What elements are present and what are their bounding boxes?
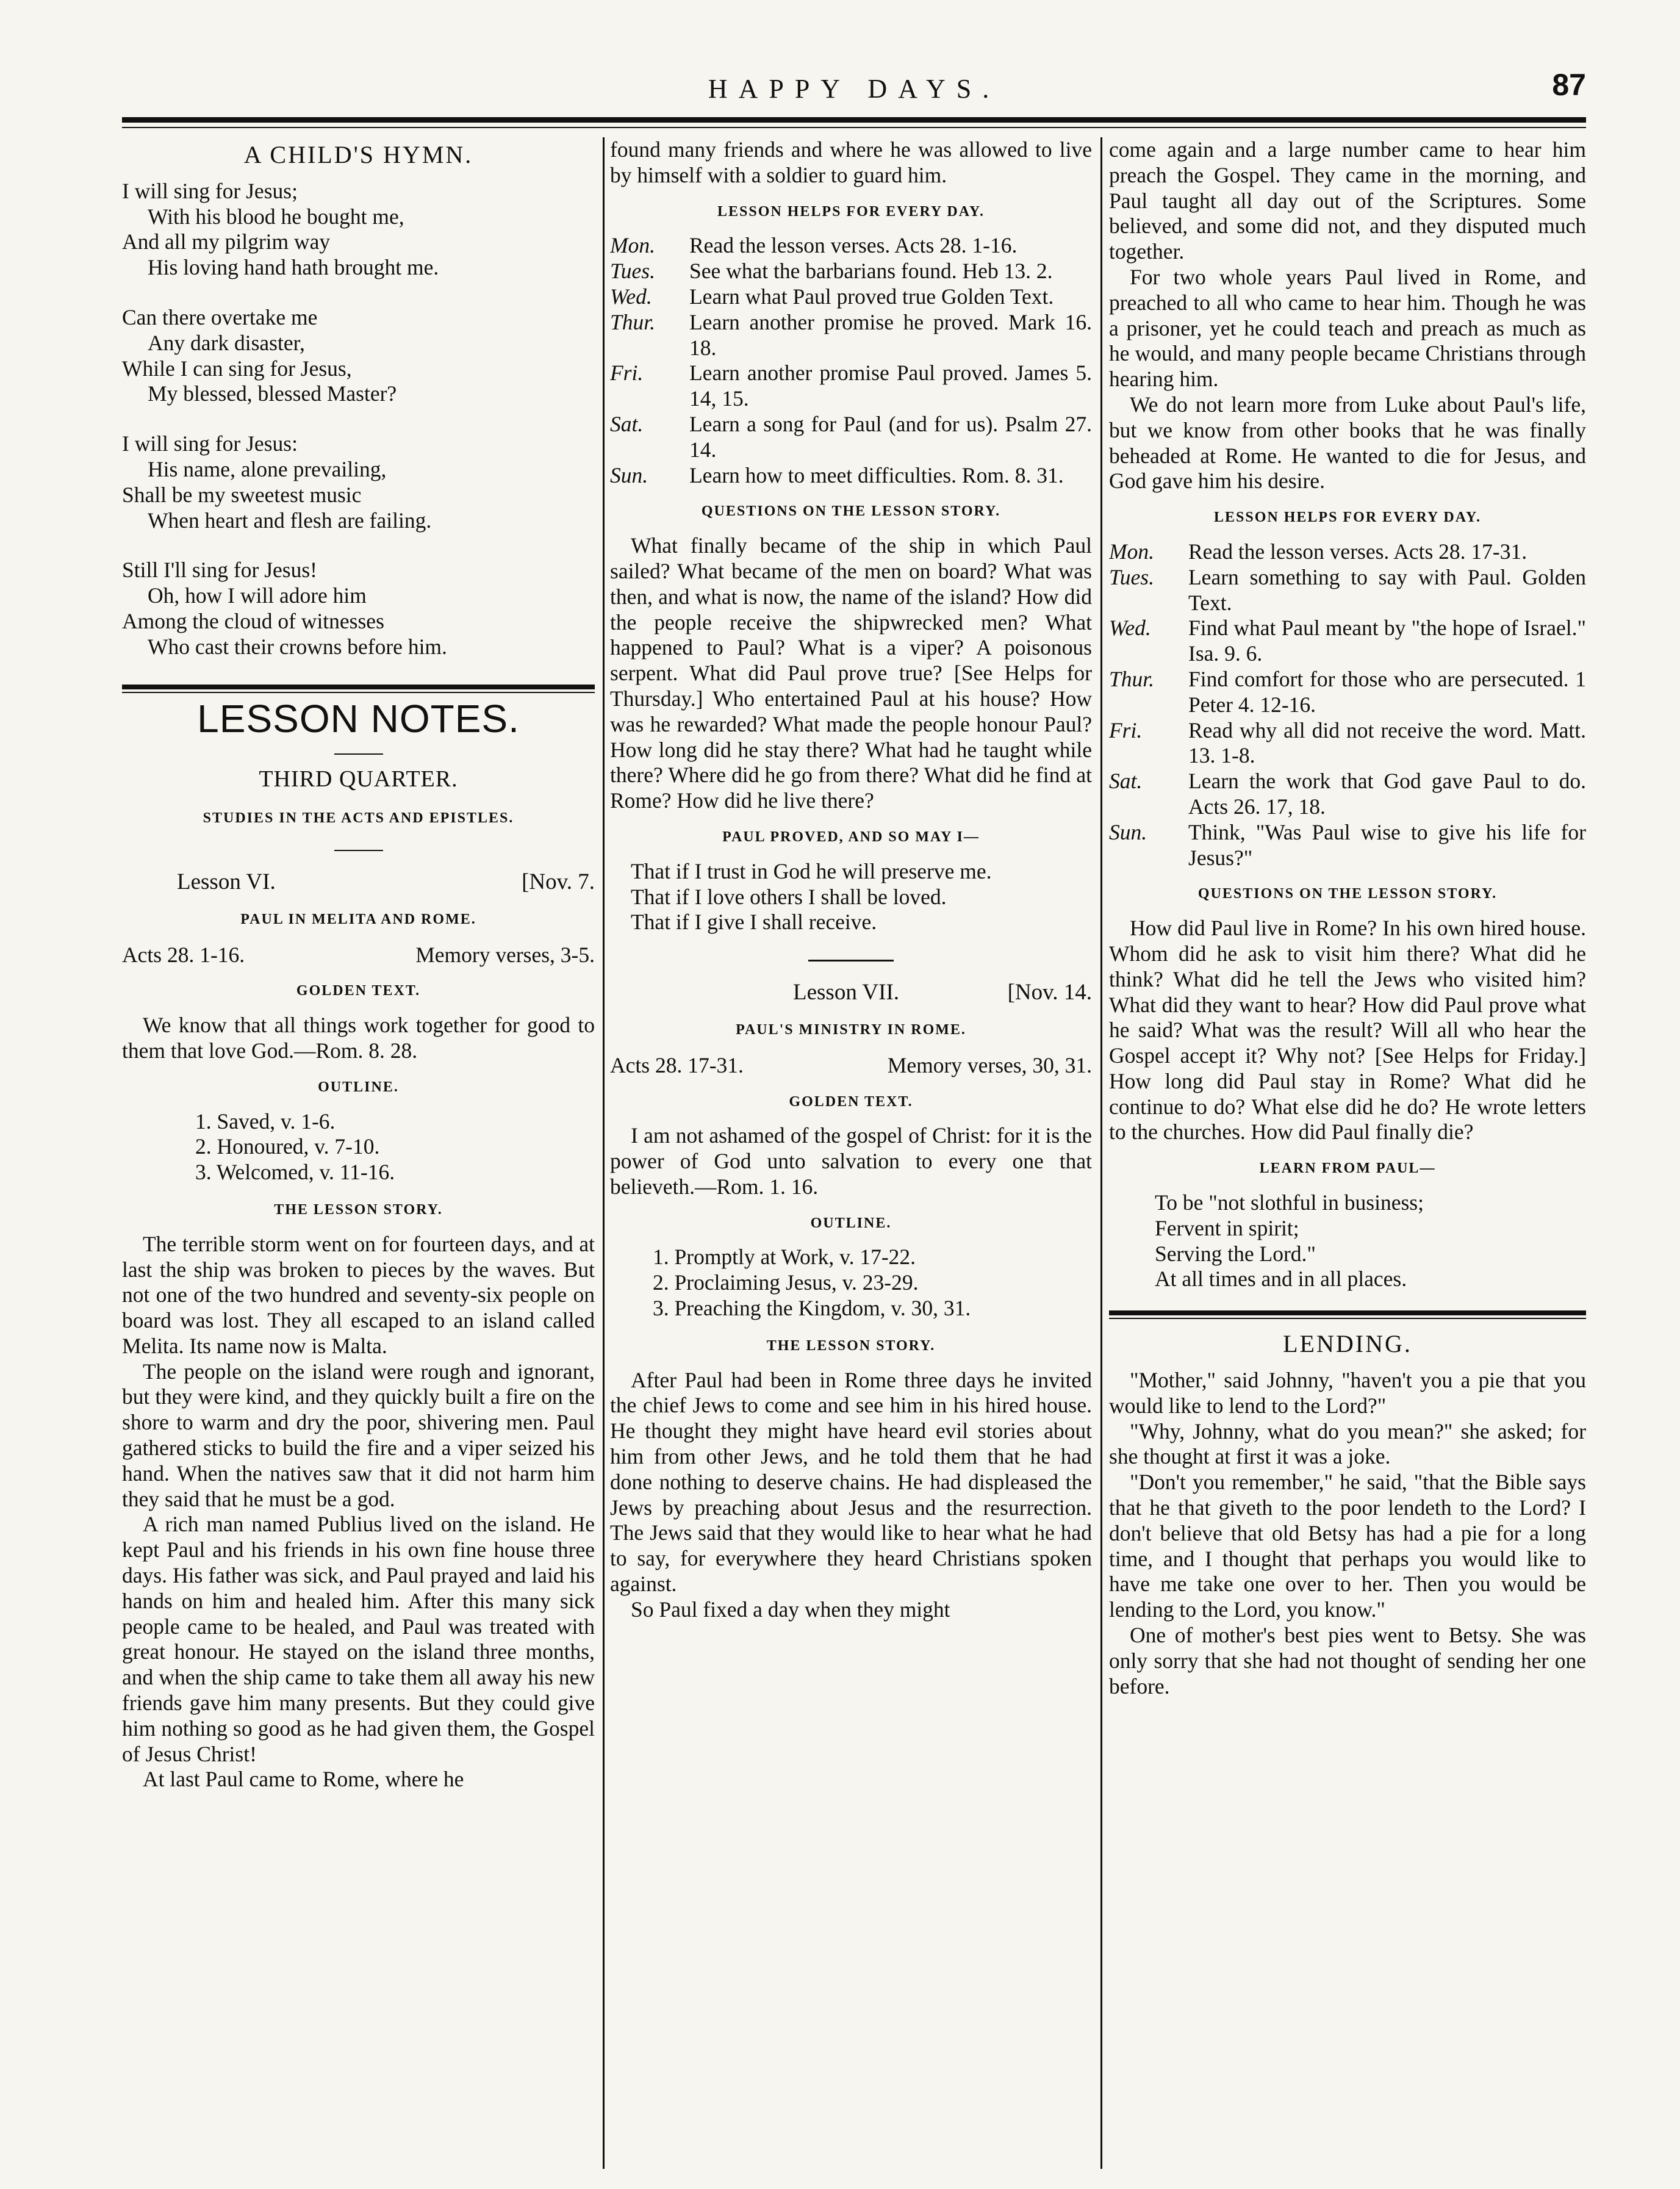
story-continuation: found many friends and where he was allowed to live by himself with a soldier to guard him. [610, 137, 1092, 187]
questions-text: How did Paul live in Rome? In his own hired house. Whom did he ask to visit him there? What did he think? What did he tell the Jews who visited him? What did they want to hear? How did Paul prove what he said? What was the result? Will all who hear the Gospel accept it? Why not? [See Helps for Friday.] How long did Paul stay in Rome? What did he continue to do? What else did he do? He wrote letters to the churches. How did Paul finally die? [1109, 916, 1586, 1145]
outline-heading: OUTLINE. [810, 1215, 892, 1231]
hymn-poem [122, 179, 595, 660]
help-text: Learn something to say with Paul. Golden Text. [1188, 564, 1586, 615]
hymn-line: Shall be my sweetest music [122, 482, 362, 507]
column-divider [603, 137, 605, 2169]
help-text: See what the barbarians found. Heb 13. 2. [689, 259, 1053, 284]
hymn-line: While I can sing for Jesus, [122, 356, 352, 381]
story-paragraph: A rich man named Publius lived on the island. He kept Paul and his friends in his own fine house three days. His father was sick, and Paul prayed and laid his hands on him and healed him. After this many sick people came to be healed, and Paul was treated with great honour. He stayed on the island three months, and when the ship came to take them all away his new friends gave him many presents. But they could give him nothing so good as he had given them, the Gospel of Jesus Christ! [122, 1512, 595, 1766]
lesson-6-subject: PAUL IN MELITA AND ROME. [240, 911, 476, 927]
help-day: Wed. [610, 284, 652, 309]
help-row [1109, 820, 1586, 871]
lesson-story [122, 1232, 595, 1793]
lesson-7-ref-line [610, 1053, 1092, 1079]
help-row [610, 310, 1092, 361]
short-rule [334, 850, 383, 851]
column-3 [1109, 137, 1586, 2163]
lesson-7-label: Lesson VII. [793, 980, 900, 1005]
help-text: Read the lesson verses. Acts 28. 17-31. [1188, 539, 1527, 564]
help-day: Thur. [610, 309, 655, 334]
hymn-line: When heart and flesh are failing. [148, 508, 432, 533]
hymn-stanza [122, 305, 595, 407]
studies-heading: STUDIES IN THE ACTS AND EPISTLES. [203, 810, 514, 827]
outline-item: 1. Promptly at Work, v. 17-22. [653, 1245, 916, 1270]
helps-list [1109, 539, 1586, 871]
outline-heading: OUTLINE. [318, 1079, 399, 1095]
story-heading: THE LESSON STORY. [274, 1201, 443, 1218]
help-day: Fri. [1109, 717, 1143, 742]
lending-title: LENDING. [1283, 1330, 1412, 1358]
hymn-line: My blessed, blessed Master? [148, 381, 397, 406]
lending-paragraph: One of mother's best pies went to Betsy. She was only sorry that she had not thought of sending her one before. [1109, 1623, 1586, 1698]
story-paragraph: After Paul had been in Rome three days he invited the chief Jews to come and see him in his hired house. He thought they might have heard evil stories about him from other Jews, and he told them that he had done nothing to deserve chains. He had displeased the Jews by preaching about Jesus and the resurrection. The Jews said that they would like to hear what he had to say, for everywhere they heard Christians spoken against. [610, 1367, 1092, 1597]
help-row [610, 233, 1092, 259]
help-row [610, 259, 1092, 284]
hymn-stanza [122, 179, 595, 281]
help-row [1109, 539, 1586, 565]
section-rule [122, 685, 595, 693]
short-rule [808, 960, 894, 962]
lesson-6-ref-line [122, 943, 595, 968]
story-heading: THE LESSON STORY. [766, 1337, 936, 1354]
outline-list [610, 1245, 1092, 1321]
hymn-line: Can there overtake me [122, 304, 318, 329]
story-paragraph: come again and a large number came to hear him preach the Gospel. They came in the morning, and Paul taught all day out of the Scriptures. Some believed, and some did not, and they disputed much together. [1109, 137, 1586, 264]
hymn-line: I will sing for Jesus: [122, 431, 298, 456]
column-1 [122, 137, 595, 2163]
golden-text: I am not ashamed of the gospel of Christ: for it is the power of God unto salvation to every one that believeth.—Rom. 1. 16. [610, 1123, 1092, 1199]
running-title: HAPPY DAYS. [708, 74, 1000, 104]
help-day: Tues. [1109, 564, 1154, 589]
lending-paragraph: "Don't you remember," he said, "that the Bible says that he that giveth to the poor lendeth to the Lord? I don't believe that old Betsy has had a pie for a long time, and I thought that perhaps you would like to have me take one over to her. Then you would be lending to the Lord, you know." [1109, 1470, 1586, 1622]
lending-paragraph: "Mother," said Johnny, "haven't you a pie that you would like to lend to the Lord?" [1109, 1368, 1586, 1418]
lesson-notes-title: LESSON NOTES. [197, 696, 520, 741]
story-paragraph: The people on the island were rough and ignorant, but they were kind, and they quickly built a fire on the shore to warm and dry the poor, shivering men. Paul gathered sticks to build the fire and a viper seized his hand. When the natives saw that it did not harm him they said that he must be a god. [122, 1359, 595, 1511]
lesson-6-date: [Nov. 7. [522, 869, 595, 894]
hymn-line: Who cast their crowns before him. [148, 634, 447, 659]
lesson-7-memory: Memory verses, 30, 31. [887, 1052, 1092, 1077]
story-paragraph: For two whole years Paul lived in Rome, and preached to all who came to hear him. Though he was a prisoner, yet he could teach and preach as much as he would, and many people became Christians through hearing him. [1109, 264, 1586, 392]
help-row [610, 412, 1092, 463]
help-text: Learn another promise he proved. Mark 16. 18. [689, 309, 1092, 360]
page-header [122, 67, 1586, 122]
hymn-stanza [122, 431, 595, 533]
outline-item: 3. Welcomed, v. 11-16. [195, 1160, 395, 1185]
help-text: Read why all did not receive the word. Matt. 13. 1-8. [1188, 717, 1586, 768]
help-day: Thur. [1109, 666, 1154, 691]
help-text: Learn another promise Paul proved. James 5. 14, 15. [689, 361, 1092, 411]
outline-item: 2. Honoured, v. 7-10. [195, 1134, 380, 1159]
help-row [610, 284, 1092, 310]
header-rule-thin [122, 127, 1586, 128]
lending-paragraph: "Why, Johnny, what do you mean?" she asked; for she thought at first it was a joke. [1109, 1418, 1586, 1469]
section-rule [1109, 1310, 1586, 1319]
questions-heading: QUESTIONS ON THE LESSON STORY. [701, 503, 1001, 520]
proved-item: That if I trust in God he will preserve me. [631, 858, 992, 883]
proved-list [610, 859, 1092, 935]
short-rule [334, 753, 383, 755]
hymn-title: A CHILD'S HYMN. [243, 141, 473, 168]
questions-heading: QUESTIONS ON THE LESSON STORY. [1197, 886, 1498, 902]
help-row [610, 361, 1092, 412]
help-day: Tues. [610, 259, 655, 284]
help-day: Mon. [1109, 539, 1154, 564]
help-text: Find what Paul meant by "the hope of Israel." Isa. 9. 6. [1188, 616, 1586, 666]
lending-story [1109, 1368, 1586, 1699]
learn-heading: LEARN FROM PAUL— [1259, 1160, 1436, 1177]
lesson-6-line [122, 869, 595, 895]
learn-item: Fervent in spirit; [1155, 1215, 1299, 1240]
help-day: Sun. [610, 462, 648, 487]
help-day: Fri. [610, 361, 644, 386]
help-row [610, 463, 1092, 489]
help-row [1109, 718, 1586, 769]
help-text: Find comfort for those who are persecuted. 1 Peter 4. 12-16. [1188, 666, 1586, 717]
help-row [1109, 565, 1586, 616]
story-paragraph: We do not learn more from Luke about Paul's life, but we know from other books that he was finally beheaded at Rome. He wanted to die for Jesus, and God gave him his desire. [1109, 392, 1586, 494]
help-row [1109, 616, 1586, 667]
help-text: Learn the work that God gave Paul to do. Acts 26. 17, 18. [1188, 769, 1586, 819]
learn-item: At all times and in all places. [1155, 1267, 1407, 1292]
help-day: Mon. [610, 233, 655, 258]
proved-heading: PAUL PROVED, AND SO MAY I— [722, 829, 980, 845]
help-text: Learn what Paul proved true Golden Text. [689, 284, 1054, 309]
hymn-line: Oh, how I will adore him [148, 583, 367, 608]
help-day: Sat. [610, 411, 644, 436]
outline-item: 3. Preaching the Kingdom, v. 30, 31. [653, 1296, 971, 1321]
help-day: Wed. [1109, 616, 1151, 641]
help-text: Learn a song for Paul (and for us). Psalm 27. 14. [689, 411, 1092, 462]
helps-heading: LESSON HELPS FOR EVERY DAY. [1214, 509, 1481, 526]
proved-item: That if I give I shall receive. [631, 910, 877, 935]
help-row [1109, 667, 1586, 718]
lesson-7-date: [Nov. 14. [1007, 980, 1092, 1005]
header-rule [122, 117, 1586, 123]
column-2 [610, 137, 1092, 2163]
hymn-line: And all my pilgrim way [122, 229, 331, 254]
hymn-line: I will sing for Jesus; [122, 178, 298, 203]
outline-item: 2. Proclaiming Jesus, v. 23-29. [653, 1270, 919, 1295]
hymn-line: His loving hand hath brought me. [148, 255, 439, 280]
golden-text-heading: GOLDEN TEXT. [789, 1093, 913, 1110]
hymn-line: Any dark disaster, [148, 330, 305, 355]
quarter-heading: THIRD QUARTER. [259, 766, 458, 793]
lesson-6-memory: Memory verses, 3-5. [415, 942, 595, 967]
lesson-7-subject: PAUL'S MINISTRY IN ROME. [736, 1021, 966, 1038]
hymn-stanza [122, 558, 595, 660]
golden-text-heading: GOLDEN TEXT. [296, 983, 421, 999]
helps-heading: LESSON HELPS FOR EVERY DAY. [717, 203, 985, 220]
story-continuation [1109, 137, 1586, 494]
learn-item: To be "not slothful in business; [1155, 1190, 1424, 1215]
help-text: Think, "Was Paul wise to give his life for Jesus?" [1188, 819, 1586, 870]
proved-item: That if I love others I shall be loved. [631, 884, 947, 909]
hymn-line: With his blood he bought me, [148, 204, 404, 229]
column-divider [1100, 137, 1102, 2169]
learn-item: Serving the Lord." [1155, 1241, 1316, 1266]
lesson-story [610, 1368, 1092, 1623]
outline-item: 1. Saved, v. 1-6. [195, 1109, 336, 1134]
story-paragraph: At last Paul came to Rome, where he [143, 1767, 464, 1792]
questions-text: What finally became of the ship in which Paul sailed? What became of the men on board? What was then, and what is now, the name of the island? How did the people receive the shipwrecked men? What happened to Paul? What is a viper? A poisonous serpent. What did Paul prove true? [See Helps for Thursday.] Who entertained Paul at his house? How was he rewarded? What made the people honour Paul? How long did he stay there? What had he taught while there? Where did he go from there? What did he find at Rome? How did he live there? [610, 533, 1092, 813]
page-number: 87 [1552, 68, 1586, 102]
help-text: Learn how to meet difficulties. Rom. 8. 31. [689, 462, 1064, 487]
story-paragraph: The terrible storm went on for fourteen days, and at last the ship was broken to pieces by the waves. But not one of the two hundred and seventy-six people on board was lost. They all escaped to an island called Melita. Its name now is Malta. [122, 1231, 595, 1358]
lesson-6-label: Lesson VI. [177, 869, 276, 894]
golden-text: We know that all things work together for good to them that love God.—Rom. 8. 28. [122, 1013, 595, 1063]
hymn-line: His name, alone prevailing, [148, 456, 387, 481]
story-paragraph: So Paul fixed a day when they might [631, 1597, 950, 1622]
lesson-6-ref: Acts 28. 1-16. [122, 942, 245, 967]
help-day: Sat. [1109, 769, 1143, 794]
lesson-7-ref: Acts 28. 17-31. [610, 1052, 744, 1077]
help-row [1109, 769, 1586, 820]
hymn-line: Still I'll sing for Jesus! [122, 558, 317, 583]
lesson-7-line [610, 980, 1092, 1005]
help-day: Sun. [1109, 819, 1147, 844]
outline-list [122, 1109, 595, 1185]
learn-list [1109, 1190, 1586, 1292]
help-text: Read the lesson verses. Acts 28. 1-16. [689, 233, 1018, 258]
helps-list [610, 233, 1092, 488]
hymn-line: Among the cloud of witnesses [122, 608, 384, 633]
